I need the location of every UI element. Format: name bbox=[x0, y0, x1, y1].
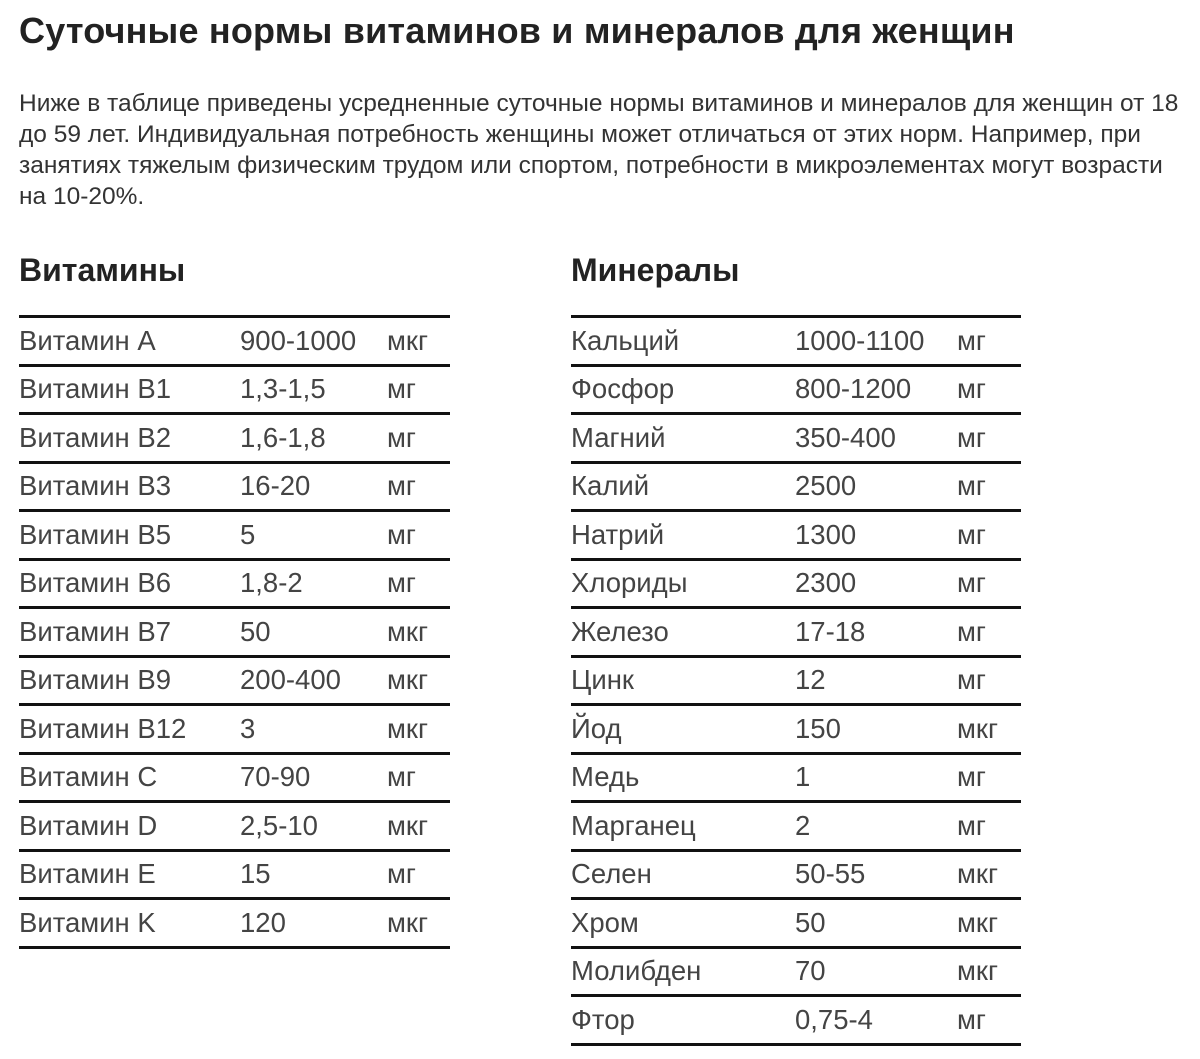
nutrient-name: Витамин E bbox=[19, 850, 240, 899]
nutrient-unit: мг bbox=[957, 511, 1021, 560]
nutrient-value: 2,5-10 bbox=[240, 802, 387, 851]
nutrient-unit: мг bbox=[957, 753, 1021, 802]
nutrient-value: 50-55 bbox=[795, 850, 957, 899]
nutrient-value: 900-1000 bbox=[240, 317, 387, 366]
table-row bbox=[571, 559, 1021, 608]
nutrient-value: 150 bbox=[795, 705, 957, 754]
nutrient-unit: мкг bbox=[387, 802, 450, 851]
minerals-heading: Минералы bbox=[571, 252, 740, 288]
table-row bbox=[571, 511, 1021, 560]
nutrient-unit: мкг bbox=[387, 608, 450, 657]
nutrient-value: 2 bbox=[795, 802, 957, 851]
table-row bbox=[19, 511, 450, 560]
minerals-table bbox=[571, 315, 1021, 1046]
nutrient-value: 1000-1100 bbox=[795, 317, 957, 366]
nutrient-name: Витамин D bbox=[19, 802, 240, 851]
table-row bbox=[19, 608, 450, 657]
nutrient-name: Витамин C bbox=[19, 753, 240, 802]
nutrient-value: 1300 bbox=[795, 511, 957, 560]
nutrient-value: 350-400 bbox=[795, 414, 957, 463]
nutrient-unit: мг bbox=[387, 511, 450, 560]
table-row bbox=[19, 802, 450, 851]
nutrient-value: 50 bbox=[795, 899, 957, 948]
nutrient-name: Цинк bbox=[571, 656, 795, 705]
nutrient-name: Йод bbox=[571, 705, 795, 754]
nutrient-unit: мкг bbox=[387, 317, 450, 366]
nutrient-name: Фтор bbox=[571, 996, 795, 1045]
nutrient-unit: мг bbox=[957, 559, 1021, 608]
nutrient-name: Селен bbox=[571, 850, 795, 899]
page-title: Суточные нормы витаминов и минералов для женщин bbox=[19, 10, 1015, 51]
nutrient-unit: мг bbox=[387, 753, 450, 802]
nutrient-unit: мг bbox=[957, 462, 1021, 511]
table-row bbox=[571, 656, 1021, 705]
table-row bbox=[571, 705, 1021, 754]
nutrient-unit: мг bbox=[387, 414, 450, 463]
nutrient-value: 1,6-1,8 bbox=[240, 414, 387, 463]
table-row bbox=[571, 996, 1021, 1045]
vitamins-heading: Витамины bbox=[19, 252, 186, 288]
nutrient-name: Марганец bbox=[571, 802, 795, 851]
nutrient-unit: мг bbox=[957, 414, 1021, 463]
table-row bbox=[19, 317, 450, 366]
nutrient-value: 17-18 bbox=[795, 608, 957, 657]
nutrient-unit: мкг bbox=[957, 947, 1021, 996]
nutrient-unit: мг bbox=[957, 996, 1021, 1045]
minerals-table-body bbox=[571, 317, 1021, 1045]
nutrient-name: Медь bbox=[571, 753, 795, 802]
nutrient-name: Витамин B2 bbox=[19, 414, 240, 463]
nutrient-value: 70 bbox=[795, 947, 957, 996]
nutrient-value: 5 bbox=[240, 511, 387, 560]
nutrient-value: 1,3-1,5 bbox=[240, 365, 387, 414]
nutrient-name: Калий bbox=[571, 462, 795, 511]
nutrient-value: 1 bbox=[795, 753, 957, 802]
nutrient-name: Витамин A bbox=[19, 317, 240, 366]
nutrient-unit: мкг bbox=[387, 705, 450, 754]
nutrient-name: Витамин B12 bbox=[19, 705, 240, 754]
nutrient-value: 2500 bbox=[795, 462, 957, 511]
nutrient-name: Молибден bbox=[571, 947, 795, 996]
nutrient-value: 200-400 bbox=[240, 656, 387, 705]
vitamins-section bbox=[19, 245, 450, 949]
nutrient-value: 0,75-4 bbox=[795, 996, 957, 1045]
table-row bbox=[571, 947, 1021, 996]
nutrient-unit: мг bbox=[387, 850, 450, 899]
minerals-section bbox=[571, 245, 1021, 1046]
nutrient-name: Хром bbox=[571, 899, 795, 948]
vitamins-table-body bbox=[19, 317, 450, 948]
table-row bbox=[19, 850, 450, 899]
nutrient-value: 1,8-2 bbox=[240, 559, 387, 608]
nutrient-unit: мг bbox=[387, 365, 450, 414]
table-row bbox=[571, 317, 1021, 366]
nutrient-value: 50 bbox=[240, 608, 387, 657]
nutrient-unit: мкг bbox=[387, 656, 450, 705]
table-row bbox=[19, 365, 450, 414]
table-row bbox=[19, 899, 450, 948]
nutrient-unit: мг bbox=[957, 608, 1021, 657]
nutrient-name: Витамин K bbox=[19, 899, 240, 948]
nutrient-unit: мг bbox=[957, 317, 1021, 366]
nutrient-name: Фосфор bbox=[571, 365, 795, 414]
table-row bbox=[19, 705, 450, 754]
nutrient-name: Магний bbox=[571, 414, 795, 463]
table-row bbox=[571, 753, 1021, 802]
table-row bbox=[571, 802, 1021, 851]
nutrient-name: Кальций bbox=[571, 317, 795, 366]
nutrient-unit: мг bbox=[957, 365, 1021, 414]
nutrient-name: Витамин B3 bbox=[19, 462, 240, 511]
table-row bbox=[19, 753, 450, 802]
nutrient-name: Натрий bbox=[571, 511, 795, 560]
nutrient-unit: мкг bbox=[957, 705, 1021, 754]
table-row bbox=[19, 656, 450, 705]
nutrient-name: Витамин B6 bbox=[19, 559, 240, 608]
nutrient-value: 15 bbox=[240, 850, 387, 899]
nutrient-name: Хлориды bbox=[571, 559, 795, 608]
nutrient-name: Витамин B9 bbox=[19, 656, 240, 705]
nutrient-value: 12 bbox=[795, 656, 957, 705]
nutrient-value: 2300 bbox=[795, 559, 957, 608]
table-row bbox=[571, 608, 1021, 657]
table-row bbox=[19, 414, 450, 463]
table-row bbox=[571, 414, 1021, 463]
nutrient-value: 70-90 bbox=[240, 753, 387, 802]
table-row bbox=[571, 365, 1021, 414]
nutrient-name: Витамин B1 bbox=[19, 365, 240, 414]
table-row bbox=[571, 850, 1021, 899]
nutrient-unit: мкг bbox=[387, 899, 450, 948]
vitamins-table bbox=[19, 315, 450, 949]
nutrient-unit: мкг bbox=[957, 850, 1021, 899]
table-row bbox=[571, 899, 1021, 948]
table-row bbox=[19, 559, 450, 608]
nutrient-unit: мг bbox=[957, 802, 1021, 851]
nutrient-unit: мг bbox=[387, 462, 450, 511]
nutrient-name: Витамин B5 bbox=[19, 511, 240, 560]
intro-paragraph: Ниже в таблице приведены усредненные суточные нормы витаминов и минералов для женщин от 18 до 59 лет. Индивидуальная потребность женщины может отличаться от этих норм. Например, при занятиях тяжелым физическим трудом или спортом, потребности в микроэлементах могут возрасти на 10-20%. bbox=[19, 90, 1179, 210]
nutrient-name: Витамин B7 bbox=[19, 608, 240, 657]
table-row bbox=[19, 462, 450, 511]
nutrient-value: 3 bbox=[240, 705, 387, 754]
nutrient-unit: мг bbox=[957, 656, 1021, 705]
nutrient-value: 120 bbox=[240, 899, 387, 948]
nutrient-value: 800-1200 bbox=[795, 365, 957, 414]
table-row bbox=[571, 462, 1021, 511]
nutrient-unit: мкг bbox=[957, 899, 1021, 948]
nutrient-name: Железо bbox=[571, 608, 795, 657]
nutrient-value: 16-20 bbox=[240, 462, 387, 511]
nutrient-unit: мг bbox=[387, 559, 450, 608]
